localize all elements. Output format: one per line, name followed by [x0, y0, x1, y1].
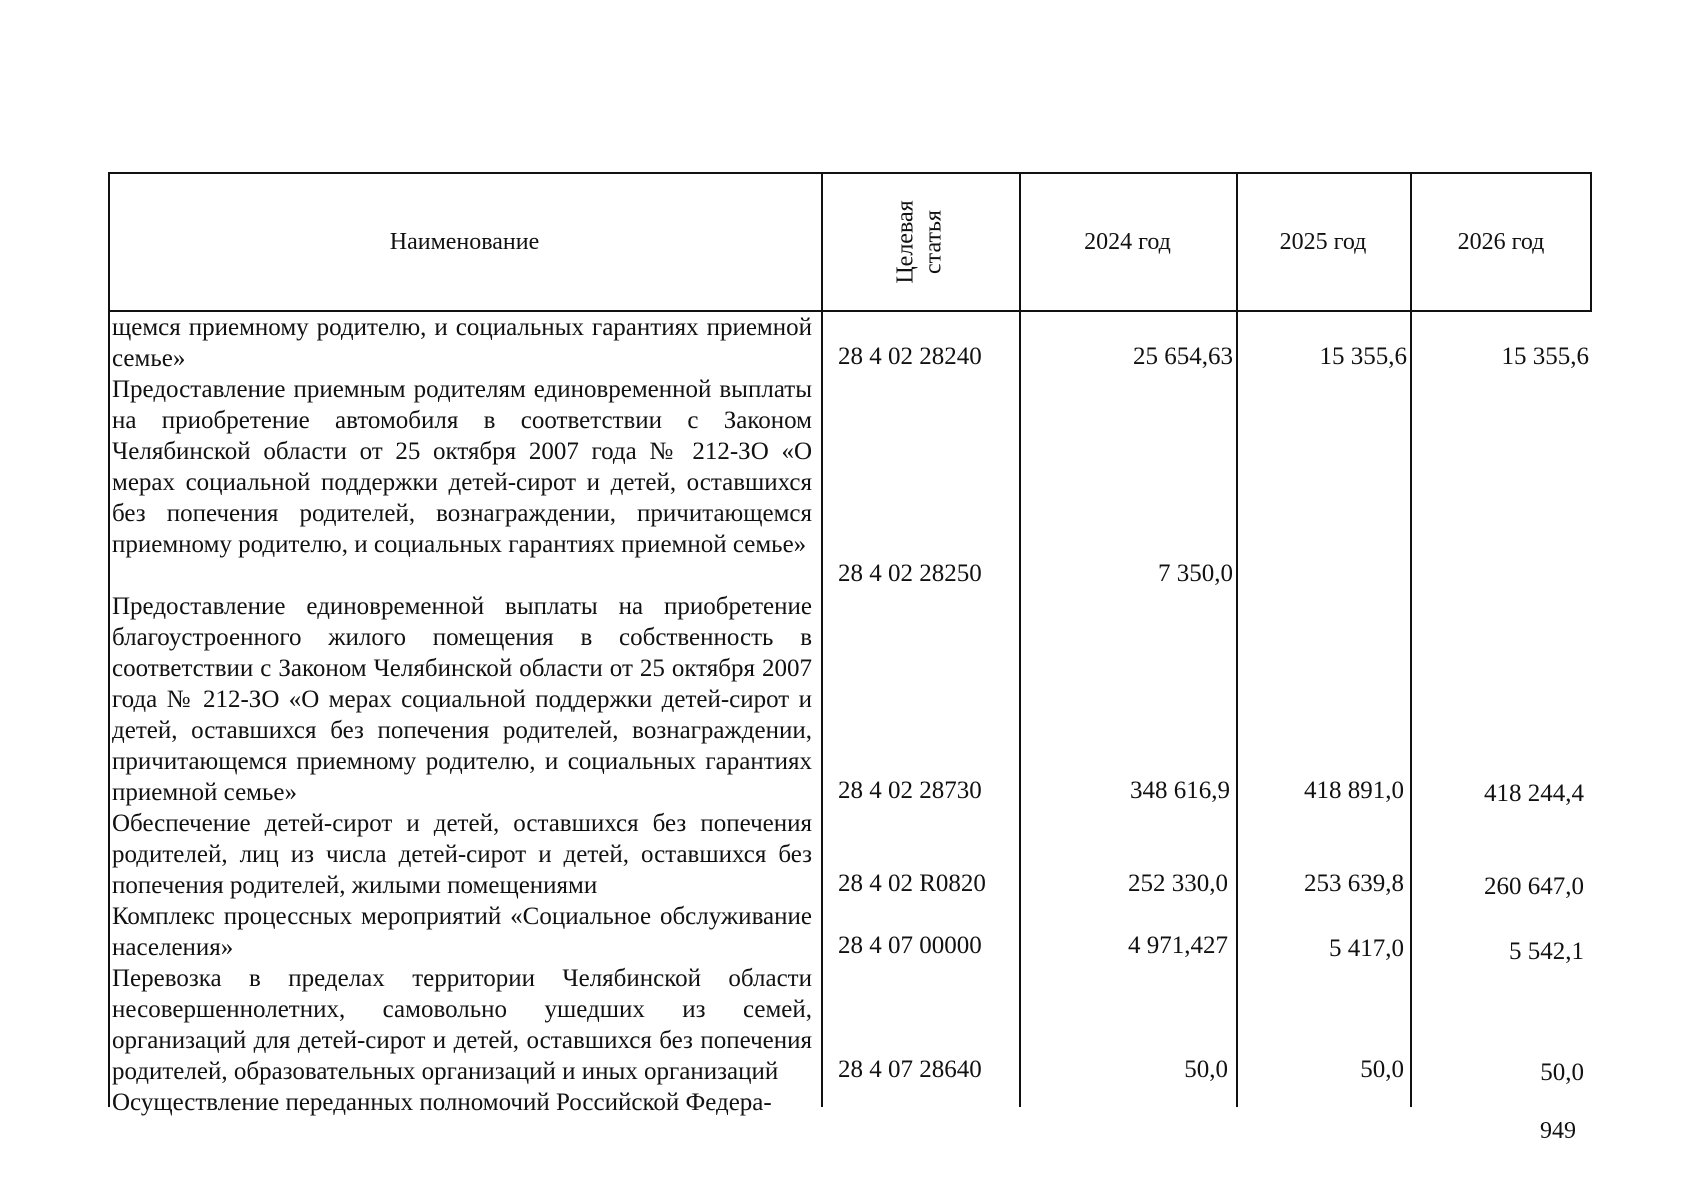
budget-table — [108, 172, 1594, 1116]
header-2024: 2024 год — [1084, 228, 1171, 255]
page-number: 949 — [1540, 1118, 1576, 1144]
table-row-code: 28 4 02 28730 — [838, 777, 982, 804]
table-body — [108, 312, 1594, 1116]
table-row-2024: 348 616,9 — [1130, 777, 1230, 804]
header-name: Наименование — [389, 228, 540, 255]
header-2025: 2025 год — [1279, 228, 1367, 255]
table-row-name: Комплекс процессных мероприятий «Социальное обслуживание населения» — [112, 903, 812, 961]
table-row-2024: 252 330,0 — [1128, 870, 1228, 897]
table-row-name: Перевозка в пределах территории Челябинской области несовершеннолетних, самовольно ушедших из семей, организаций для детей-сирот и детей, оставшихся без попечения родителей, образовательных организаций и иных организаций — [112, 965, 812, 1085]
table-row-2024: 4 971,427 — [1128, 932, 1228, 959]
column-divider — [1410, 312, 1412, 1107]
table-row-2025: 50,0 — [1360, 1056, 1404, 1083]
table-row-name: щемся приемному родителю, и социальных гарантиях приемной семье» — [112, 314, 812, 372]
table-row-2026: 260 647,0 — [1484, 873, 1584, 900]
table-row-code: 28 4 07 28640 — [838, 1056, 982, 1083]
table-row-2026: 5 542,1 — [1509, 938, 1584, 965]
table-row-name: Предоставление единовременной выплаты на приобретение благоустроенного жилого помещения в собственность в соответствии с Законом Челябинской области от 25 октября 2007 года № 212-ЗО «О мерах социальной поддержки детей-сирот и детей, оставшихся без попечения родителей, вознаграждении, причитающемся приемному родителю, и социальных гарантиях приемной семье» — [112, 593, 812, 806]
table-row-2026: 418 244,4 — [1484, 780, 1584, 807]
table-row-2024: 50,0 — [1184, 1056, 1228, 1083]
table-row-code: 28 4 07 00000 — [838, 932, 982, 959]
column-divider — [1019, 312, 1021, 1107]
table-row-2025: 418 891,0 — [1304, 777, 1404, 804]
table-row-2024: 7 350,0 — [1158, 560, 1233, 587]
column-divider — [1236, 312, 1238, 1107]
table-row-2024: 25 654,63 — [1133, 343, 1233, 370]
table-row-2025: 253 639,8 — [1304, 870, 1404, 897]
table-row-code: 28 4 02 28240 — [838, 343, 982, 370]
table-left-border — [108, 312, 110, 1107]
table-row-2025: 15 355,6 — [1319, 343, 1407, 370]
table-row-code: 28 4 02 R0820 — [838, 870, 986, 897]
table-row-name: Обеспечение детей-сирот и детей, оставшихся без попечения родителей, лиц из числа детей-сирот и детей, оставшихся без попечения родителей, жилыми помещениями — [112, 810, 812, 899]
table-row-2026: 15 355,6 — [1501, 343, 1589, 370]
table-row-code: 28 4 02 28250 — [838, 560, 982, 587]
table-row-name: Осуществление переданных полномочий Российской Федера- — [112, 1089, 772, 1116]
header-target-article — [821, 172, 1019, 312]
header-2026: 2026 год — [1457, 228, 1545, 255]
table-row-name: Предоставление приемным родителям единовременной выплаты на приобретение автомобиля в соответствии с Законом Челябинской области от 25 октября 2007 года № 212-ЗО «О мерах социальной поддержки детей-сирот и детей, оставшихся без попечения родителей, вознаграждении, причитающемся приемному родителю, и социальных гарантиях приемной семье» — [112, 376, 812, 558]
column-divider — [821, 312, 823, 1107]
header-target-article-label: Целевая статья — [892, 200, 947, 284]
table-row-2025: 5 417,0 — [1329, 935, 1404, 962]
table-row-2026: 50,0 — [1540, 1059, 1584, 1086]
